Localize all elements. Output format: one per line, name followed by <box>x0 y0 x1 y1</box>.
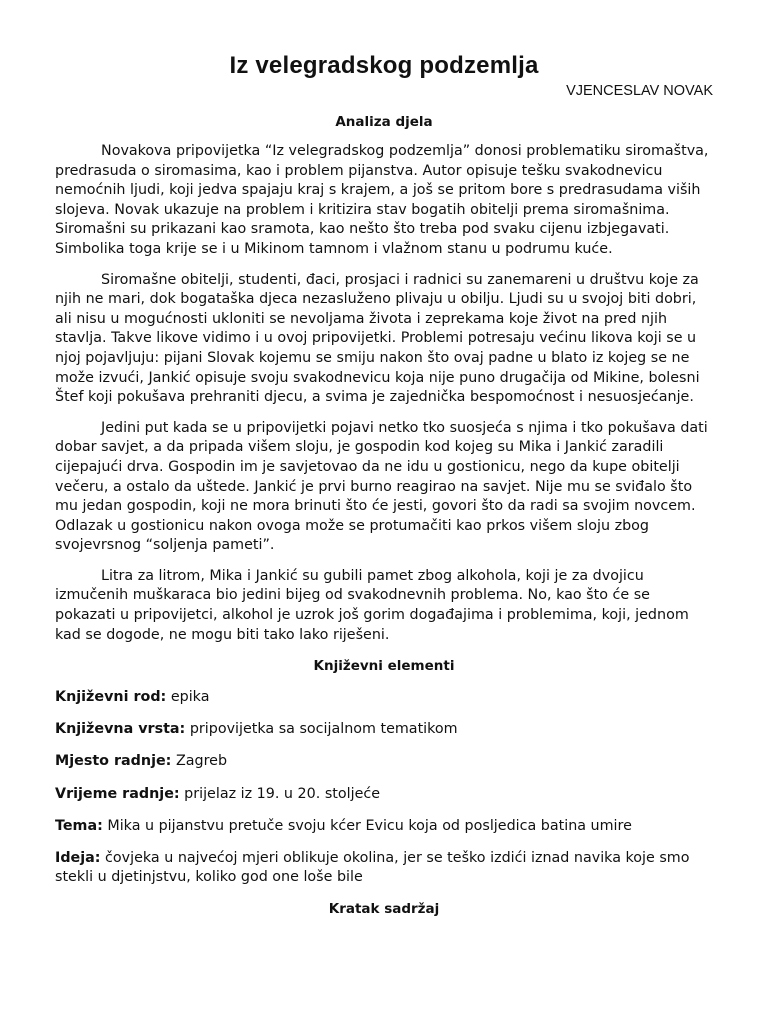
element-label: Ideja: <box>55 849 101 866</box>
element-value: pripovijetka sa socijalnom tematikom <box>185 721 458 738</box>
element-label: Književni rod: <box>55 689 167 706</box>
element-value: Zagreb <box>171 753 228 770</box>
document-title: Iz velegradskog podzemlja <box>229 52 539 79</box>
element-label: Vrijeme radnje: <box>55 785 180 802</box>
element-tema <box>55 817 713 837</box>
element-ideja <box>55 849 713 888</box>
paragraph: Litra za litrom, Mika i Jankić su gubili pamet zbog alkohola, koji je za dvojicu izmučenih muškaraca bio jedini bijeg od svakodnevnih problema. No, kao što će se pokazati u pripovijetci, alkohol je uzrok još gorim događajima i problemima, koji, jednom kad se dogode, ne mogu biti tako lako riješeni. <box>55 567 689 643</box>
element-label: Mjesto radnje: <box>55 753 172 770</box>
analysis-heading: Analiza djela <box>335 114 433 130</box>
element-value: čovjeka u najvećoj mjeri oblikuje okolina, jer se teško izdići iznad navika koje smo stekli u djetinjstvu, koliko god one loše bile <box>55 849 690 886</box>
element-value: prijelaz iz 19. u 20. stoljeće <box>179 785 381 802</box>
element-label: Književna vrsta: <box>55 721 186 738</box>
paragraph: Jedini put kada se u pripovijetki pojavi netko tko suosjeća s njima i tko pokušava dati dobar savjet, a da pripada višem sloju, je gospodin kod kojeg su Mika i Jankić zaradili cijepajući drva. Gospodin im je savjetovao da ne idu u gostionicu, nego da kupe obitelji večeru, a ostalo da uštede. Jankić je prvi burno reagirao na savjet. Nije mu se sviđalo što mu jedan gospodin, koji ne mora brinuti što će jesti, govori što da radi sa svojim novcem. Odlazak u gostionicu nakon ovoga može se protumačiti kao prkos višem sloju zbog svojevrsnog “soljenja pameti”. <box>55 419 708 554</box>
summary-heading: Kratak sadržaj <box>328 900 440 917</box>
document-author: VJENCESLAV NOVAK <box>566 83 713 99</box>
paragraph: Novakova pripovijetka “Iz velegradskog podzemlja” donosi problematiku siromaštva, predrasuda o siromasima, kao i problem pijanstva. Autor opisuje tešku svakodnevicu nemoćnih ljudi, koji jedva spajaju kraj s krajem, a još se pritom bore s predrasudama viših slojeva. Novak ukazuje na problem i kritizira stav bogatih obitelji prema siromašnima. Siromašni su prikazani kao sramota, kao nešto što treba pod svaku cijenu izbjegavati. Simbolika toga krije se i u Mikinom tamnom i vlažnom stanu u podrumu kuće. <box>55 143 709 257</box>
element-value: epika <box>166 689 210 706</box>
paragraph: Siromašne obitelji, studenti, đaci, prosjaci i radnici su zanemareni u društvu koje za njih ne mari, dok bogataška djeca nezasluženo plivaju u obilju. Ljudi su u svojoj biti dobri, ali nisu u mogućnosti ukloniti se nevoljama života i zeprekama koje život na pred njih stavlja. Takve likove vidimo i u ovoj pripovijetki. Problemi potresaju većinu likova koji se u njoj pojavljuju: pijani Slovak kojemu se smiju nakon što ovaj padne u blato iz kojeg se ne može izvući, Jankić opisuje svoju svakodnevicu koja nije puno drugačija od Mikine, bolesni Štef koji pokušava prehraniti djecu, a svima je zajednička bespomoćnost i nesuosjećanje. <box>55 271 700 406</box>
document-page <box>55 50 713 918</box>
element-mjesto <box>55 752 713 772</box>
element-vrijeme <box>55 785 713 805</box>
element-rod <box>55 688 713 708</box>
elements-heading: Književni elementi <box>313 658 455 675</box>
element-vrsta <box>55 720 713 740</box>
element-label: Tema: <box>55 817 103 834</box>
element-value: Mika u pijanstvu pretuče svoju kćer Evicu koja od posljedica batina umire <box>102 817 632 834</box>
